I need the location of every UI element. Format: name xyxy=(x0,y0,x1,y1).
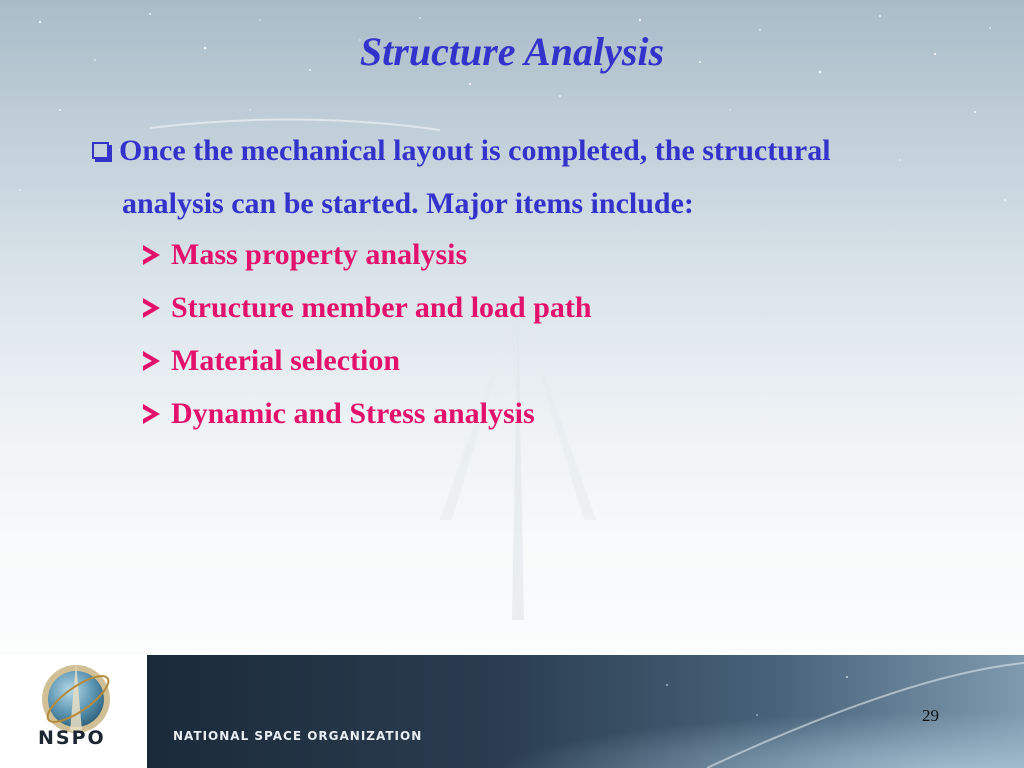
list-item xyxy=(142,387,592,440)
intro-line-2: analysis can be started. Major items include: xyxy=(122,187,694,220)
list-item xyxy=(142,281,592,334)
slide-footer xyxy=(0,655,1024,768)
item-label: Structure member and load path xyxy=(171,291,592,324)
arrow-bullet-icon xyxy=(142,350,161,372)
intro-paragraph xyxy=(92,124,972,230)
slide-title: Structure Analysis xyxy=(359,29,665,74)
arrow-bullet-icon xyxy=(142,297,161,319)
arrow-bullet-icon xyxy=(142,244,161,266)
organization-name: NATIONAL SPACE ORGANIZATION xyxy=(173,729,423,743)
page-number: 29 xyxy=(922,706,939,725)
item-label: Material selection xyxy=(171,344,401,377)
item-label: Mass property analysis xyxy=(171,238,468,271)
arrow-bullet-icon xyxy=(142,403,161,425)
list-item xyxy=(142,228,592,281)
major-items-list xyxy=(142,228,592,440)
earth-horizon-graphic xyxy=(147,655,1024,768)
footer-band xyxy=(147,655,1024,768)
square-bullet-icon xyxy=(92,142,109,159)
intro-line-1: Once the mechanical layout is completed, the structural xyxy=(119,134,831,167)
logo-wordmark: NSPO xyxy=(38,727,106,749)
item-label: Dynamic and Stress analysis xyxy=(171,397,535,430)
list-item xyxy=(142,334,592,387)
